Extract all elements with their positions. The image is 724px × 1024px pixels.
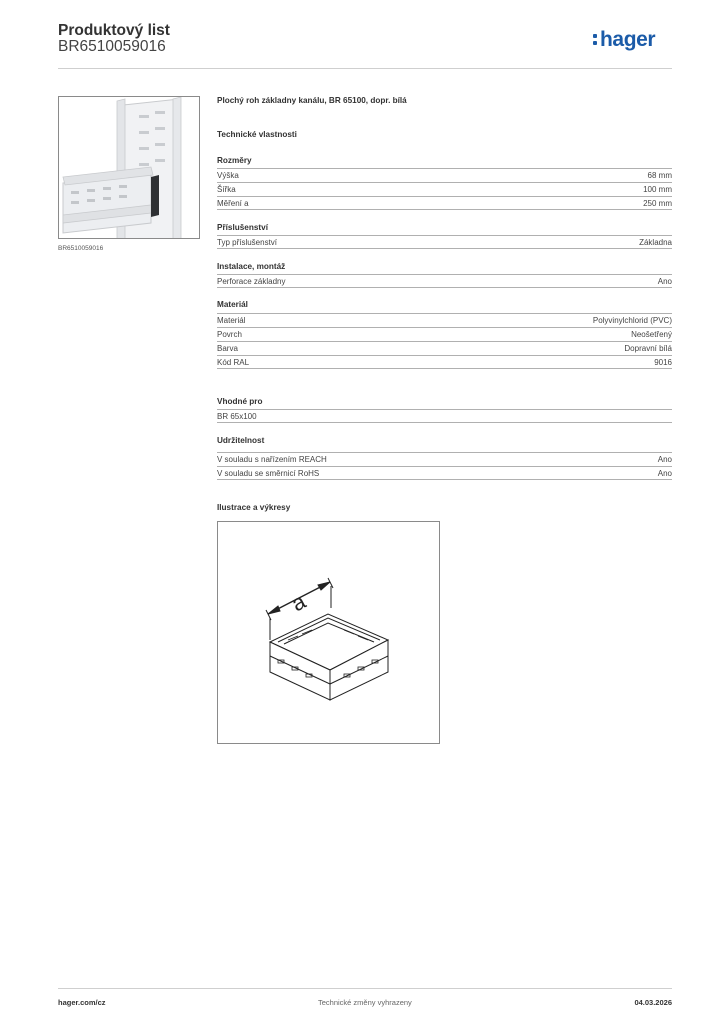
spec-row	[217, 274, 672, 288]
footer-divider	[58, 988, 672, 989]
product-photo-image	[59, 97, 200, 239]
spec-label: Povrch	[217, 330, 242, 339]
spec-row	[217, 327, 672, 341]
spec-value: 68 mm	[647, 171, 672, 180]
spec-value: Dopravní bílá	[624, 344, 672, 353]
spec-label: Typ příslušenství	[217, 238, 278, 247]
spec-value: 250 mm	[643, 199, 672, 208]
spec-row	[217, 452, 672, 466]
spec-value: Polyvinylchlorid (PVC)	[592, 316, 672, 325]
spec-label: Měření a	[217, 199, 249, 208]
spec-value: 9016	[654, 358, 672, 367]
logo-text: hager	[600, 28, 656, 51]
spec-value: Ano	[657, 455, 672, 464]
group-material-title: Materiál	[217, 300, 248, 309]
footer-notice: Technické změny vyhrazeny	[318, 998, 412, 1007]
spec-label: V souladu se směrnicí RoHS	[217, 469, 320, 478]
footer-website-link[interactable]: hager.com/cz	[58, 998, 106, 1007]
spec-row	[217, 355, 672, 369]
spec-label: Kód RAL	[217, 358, 250, 367]
spec-label: Materiál	[217, 316, 246, 325]
spec-label: Šířka	[217, 185, 236, 194]
technical-properties-heading: Technické vlastnosti	[217, 130, 297, 139]
corner-drawing-image	[218, 522, 439, 743]
spec-row	[217, 182, 672, 196]
product-code: BR6510059016	[58, 38, 166, 55]
spec-value: Základna	[639, 238, 672, 247]
logo-mark-icon	[593, 32, 599, 46]
group-dimensions-title: Rozměry	[217, 156, 252, 165]
spec-row	[217, 313, 672, 327]
hager-logo	[593, 28, 655, 52]
spec-value: Ano	[657, 469, 672, 478]
photo-caption: BR6510059016	[58, 245, 104, 252]
spec-label: Výška	[217, 171, 239, 180]
group-installation-title: Instalace, montáž	[217, 262, 286, 271]
spec-value: Neošetřený	[631, 330, 672, 339]
spec-row	[217, 168, 672, 182]
footer-date: 04.03.2026	[634, 998, 672, 1007]
spec-row	[217, 235, 672, 249]
dimension-label: a	[287, 588, 310, 617]
drawings-heading: Ilustrace a výkresy	[217, 503, 291, 512]
spec-label: BR 65x100	[217, 412, 257, 421]
spec-row	[217, 409, 672, 423]
product-name: Plochý roh základny kanálu, BR 65100, dopr. bílá	[217, 96, 407, 105]
group-suitable-for-title: Vhodné pro	[217, 397, 263, 406]
spec-label: V souladu s nařízením REACH	[217, 455, 327, 464]
product-photo	[58, 96, 200, 239]
spec-row	[217, 466, 672, 480]
spec-label: Barva	[217, 344, 238, 353]
spec-row	[217, 196, 672, 210]
document-title: Produktový list	[58, 22, 170, 39]
group-accessories-title: Příslušenství	[217, 223, 268, 232]
group-sustainability-title: Udržitelnost	[217, 436, 265, 445]
spec-row	[217, 341, 672, 355]
technical-drawing	[217, 521, 440, 744]
header-divider	[58, 68, 672, 69]
spec-label: Perforace základny	[217, 277, 286, 286]
spec-value: Ano	[657, 277, 672, 286]
spec-value: 100 mm	[643, 185, 672, 194]
